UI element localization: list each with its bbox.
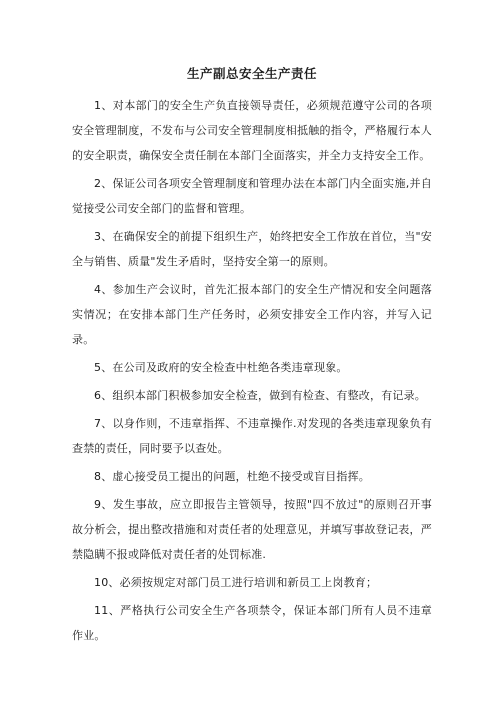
- clause-6: 6、组织本部门积极参加安全检查，做到有检查、有整改，有记录。: [94, 389, 426, 402]
- clause-10: 10、必须按规定对部门员工进行培训和新员工上岗教育；: [94, 576, 378, 589]
- document-title: 生产副总安全生产责任: [186, 66, 317, 81]
- clause-8: 8、虚心接受员工提出的问题，杜绝不接受或盲目指挥。: [94, 470, 370, 483]
- clause-1: 1、对本部门的安全生产负直接领导责任，必须规范遵守公司的各项安全管理制度，不发布与公司安全管理制度相抵触的指令，严格履行本人的安全职责，确保安全责任制在本部门全面落实，并全力支持安全工作。: [72, 99, 432, 162]
- clause-4: 4、参加生产会议时，首先汇报本部门的安全生产情况和安全问题落实情况；在安排本部门生产任务时，必须安排安全工作内容，并写入记录。: [72, 283, 432, 346]
- clause-3: 3、在确保安全的前提下组织生产，始终把安全工作放在首位，当"安全与销售、质量"发生矛盾时，坚持安全第一的原则。: [72, 230, 432, 268]
- clause-7: 7、以身作则，不违章指挥、不违章操作.对发现的各类违章现象负有查禁的责任，同时要予以查处。: [72, 417, 432, 455]
- clause-9: 9、发生事故，应立即报告主管领导，按照"四不放过"的原则召开事故分析会，提出整改措施和对责任者的处理意见，并填写事故登记表，严禁隐瞒不报或降低对责任者的处罚标准.: [72, 498, 432, 561]
- clause-list: [72, 93, 432, 648]
- clause-2: 2、保证公司各项安全管理制度和管理办法在本部门内全面实施,并自觉接受公司安全部门的监督和管理。: [72, 177, 432, 215]
- clause-5: 5、在公司及政府的安全检查中杜绝各类违章现象。: [94, 361, 348, 374]
- clause-11: 11、严格执行公司安全生产各项禁令，保证本部门所有人员不违章作业。: [72, 604, 432, 642]
